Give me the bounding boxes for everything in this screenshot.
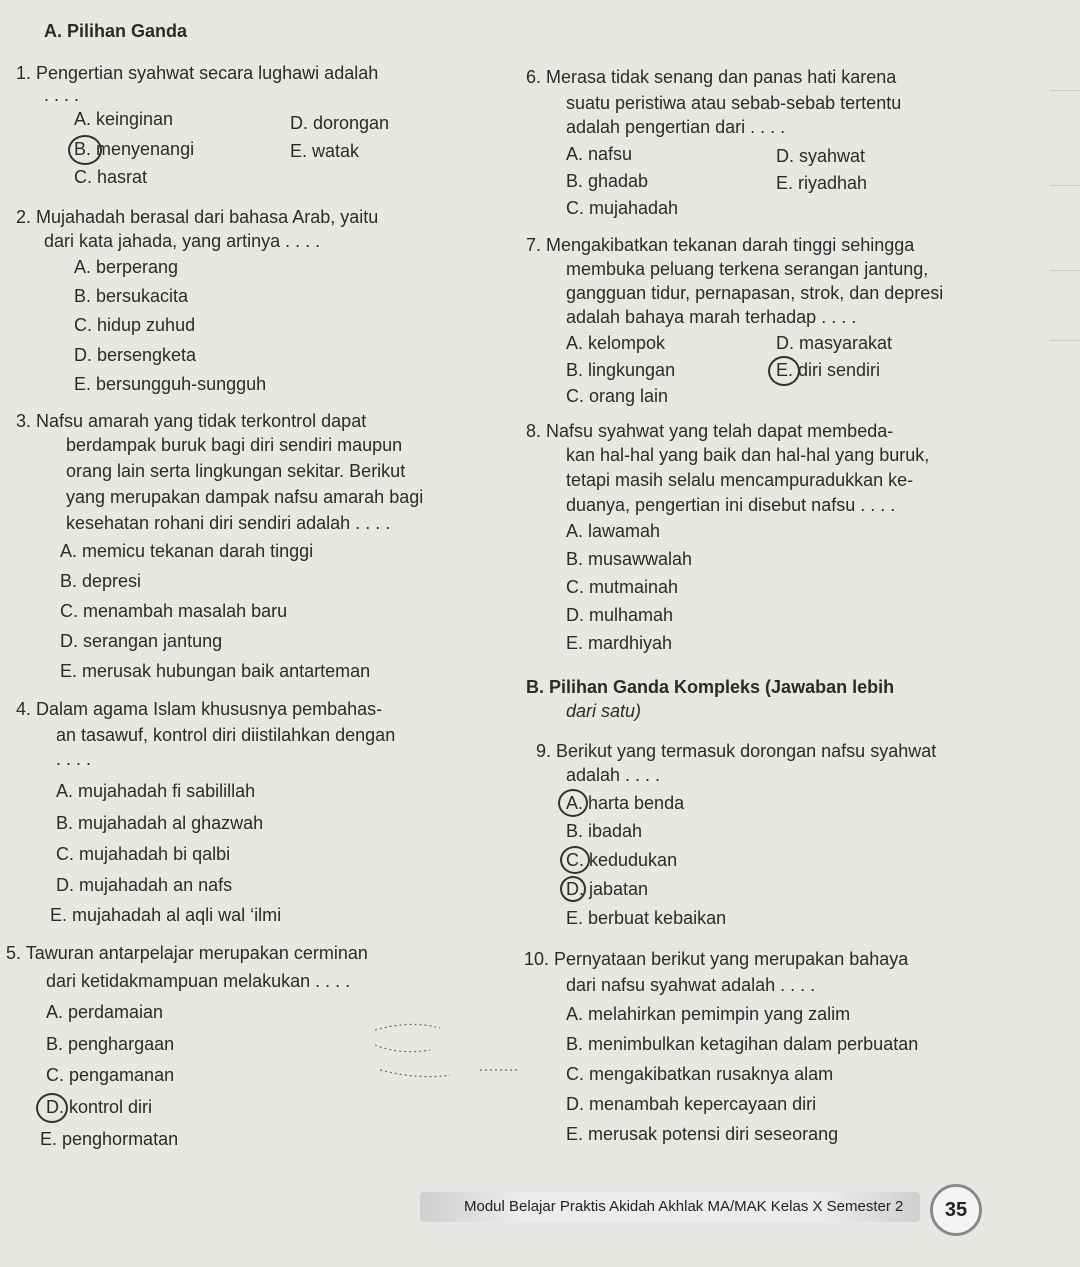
answer-circle-mark <box>560 876 586 902</box>
q10-option-a[interactable]: A. melahirkan pemimpin yang zalim <box>566 1004 851 1024</box>
q3-option-d[interactable]: D. serangan jantung <box>60 631 223 651</box>
q3-option-b[interactable]: B. depresi <box>60 571 142 591</box>
q8-stem-line1: 8. Nafsu syahwat yang telah dapat membeda- <box>526 421 894 441</box>
q9-option-c[interactable]: C. kedudukan <box>566 850 678 870</box>
q9-option-d[interactable]: D. jabatan <box>566 879 649 899</box>
q7-stem-line3: gangguan tidur, pernapasan, strok, dan depresi <box>566 283 944 303</box>
q5-option-e[interactable]: E. penghormatan <box>40 1129 179 1149</box>
q5-option-b[interactable]: B. penghargaan <box>46 1034 175 1054</box>
section-a-heading: A. Pilihan Ganda <box>44 21 188 41</box>
q5-option-c[interactable]: C. pengamanan <box>46 1065 175 1085</box>
q4-stem-line3: . . . . <box>56 749 92 769</box>
pencil-scribble <box>370 1020 530 1090</box>
answer-circle-mark <box>768 356 800 386</box>
q2-stem-line1: 2. Mujahadah berasal dari bahasa Arab, yaitu <box>16 207 379 227</box>
answer-circle-mark <box>558 789 588 817</box>
q4-option-a[interactable]: A. mujahadah fi sabilillah <box>56 781 256 801</box>
q2-option-d[interactable]: D. bersengketa <box>74 345 197 365</box>
q3-option-e[interactable]: E. merusak hubungan baik antarteman <box>60 661 371 681</box>
margin-rule <box>1050 90 1080 91</box>
answer-circle-mark <box>560 846 590 874</box>
q1-option-d[interactable]: D. dorongan <box>290 113 390 133</box>
q7-option-e[interactable]: E. diri sendiri <box>776 360 881 380</box>
q5-stem-line2: dari ketidakmampuan melakukan . . . . <box>46 971 351 991</box>
q10-option-c[interactable]: C. mengakibatkan rusaknya alam <box>566 1064 834 1084</box>
q9-option-b[interactable]: B. ibadah <box>566 821 643 841</box>
q7-option-b[interactable]: B. lingkungan <box>566 360 676 380</box>
page-footer <box>420 1188 980 1228</box>
q8-stem-line2: kan hal-hal yang baik dan hal-hal yang buruk, <box>566 445 930 465</box>
q4-option-b[interactable]: B. mujahadah al ghazwah <box>56 813 264 833</box>
q3-option-a[interactable]: A. memicu tekanan darah tinggi <box>60 541 314 561</box>
q5-option-a[interactable]: A. perdamaian <box>46 1002 164 1022</box>
q7-stem-line1: 7. Mengakibatkan tekanan darah tinggi sehingga <box>526 235 915 255</box>
q8-stem-line3: tetapi masih selalu mencampuradukkan ke- <box>566 470 914 490</box>
q5-option-d[interactable]: D. kontrol diri <box>46 1097 153 1117</box>
q2-option-a[interactable]: A. berperang <box>74 257 179 277</box>
q1-option-e[interactable]: E. watak <box>290 141 360 161</box>
q1-option-a[interactable]: A. keinginan <box>74 109 174 129</box>
q4-stem-line2: an tasawuf, kontrol diri diistilahkan dengan <box>56 725 396 745</box>
q6-option-c[interactable]: C. mujahadah <box>566 198 679 218</box>
q9-option-e[interactable]: E. berbuat kebaikan <box>566 908 727 928</box>
margin-rule <box>1050 270 1080 271</box>
q6-option-a[interactable]: A. nafsu <box>566 144 633 164</box>
answer-circle-mark <box>68 135 102 165</box>
q7-option-c[interactable]: C. orang lain <box>566 386 669 406</box>
q9-stem-line1: 9. Berikut yang termasuk dorongan nafsu syahwat <box>536 741 937 761</box>
q4-option-c[interactable]: C. mujahadah bi qalbi <box>56 844 231 864</box>
q10-option-d[interactable]: D. menambah kepercayaan diri <box>566 1094 817 1114</box>
q10-option-e[interactable]: E. merusak potensi diri seseorang <box>566 1124 839 1144</box>
q6-stem-line3: adalah pengertian dari . . . . <box>566 117 786 137</box>
q8-stem-line4: duanya, pengertian ini disebut nafsu . . . . <box>566 495 896 515</box>
q8-option-e[interactable]: E. mardhiyah <box>566 633 673 653</box>
answer-circle-mark <box>36 1093 68 1123</box>
q10-stem-line1: 10. Pernyataan berikut yang merupakan bahaya <box>524 949 909 969</box>
section-b-heading: B. Pilihan Ganda Kompleks (Jawaban lebih <box>526 677 895 697</box>
q4-stem-line1: 4. Dalam agama Islam khususnya pembahas- <box>16 699 383 719</box>
q3-stem-line4: yang merupakan dampak nafsu amarah bagi <box>66 487 424 507</box>
q8-option-b[interactable]: B. musawwalah <box>566 549 693 569</box>
q7-stem-line2: membuka peluang terkena serangan jantung, <box>566 259 929 279</box>
q3-stem-line2: berdampak buruk bagi diri sendiri maupun <box>66 435 403 455</box>
q3-stem-line5: kesehatan rohani diri sendiri adalah . . . . <box>66 513 391 533</box>
q7-stem-line4: adalah bahaya marah terhadap . . . . <box>566 307 857 327</box>
q10-stem-line2: dari nafsu syahwat adalah . . . . <box>566 975 816 995</box>
footer-title: Modul Belajar Praktis Akidah Akhlak MA/MAK Kelas X Semester 2 <box>464 1198 904 1215</box>
q8-option-a[interactable]: A. lawamah <box>566 521 661 541</box>
q8-option-c[interactable]: C. mutmainah <box>566 577 679 597</box>
q6-stem-line1: 6. Merasa tidak senang dan panas hati karena <box>526 67 897 87</box>
q6-option-d[interactable]: D. syahwat <box>776 146 866 166</box>
q8-option-d[interactable]: D. mulhamah <box>566 605 674 625</box>
q6-option-e[interactable]: E. riyadhah <box>776 173 868 193</box>
q6-stem-line2: suatu peristiwa atau sebab-sebab tertentu <box>566 93 902 113</box>
q1-stem-line1: 1. Pengertian syahwat secara lughawi adalah <box>16 63 379 83</box>
q7-option-d[interactable]: D. masyarakat <box>776 333 893 353</box>
q9-option-a[interactable]: A. harta benda <box>566 793 685 813</box>
section-b-heading-line2: dari satu) <box>566 701 642 721</box>
q3-stem-line3: orang lain serta lingkungan sekitar. Berikut <box>66 461 406 481</box>
q10-option-b[interactable]: B. menimbulkan ketagihan dalam perbuatan <box>566 1034 919 1054</box>
q4-option-d[interactable]: D. mujahadah an nafs <box>56 875 233 895</box>
page-number: 35 <box>930 1184 982 1236</box>
margin-rule <box>1050 340 1080 341</box>
q1-option-c[interactable]: C. hasrat <box>74 167 148 187</box>
q7-option-a[interactable]: A. kelompok <box>566 333 666 353</box>
q5-stem-line1: 5. Tawuran antarpelajar merupakan cerminan <box>6 943 368 963</box>
q1-option-b[interactable]: B. menyenangi <box>74 139 195 159</box>
q9-stem-line2: adalah . . . . <box>566 765 661 785</box>
q2-option-c[interactable]: C. hidup zuhud <box>74 315 196 335</box>
q6-option-b[interactable]: B. ghadab <box>566 171 649 191</box>
q2-option-e[interactable]: E. bersungguh-sungguh <box>74 374 267 394</box>
q3-stem-line1: 3. Nafsu amarah yang tidak terkontrol dapat <box>16 411 367 431</box>
margin-rule <box>1050 185 1080 186</box>
q1-stem-line2: . . . . <box>44 85 80 105</box>
q2-stem-line2: dari kata jahada, yang artinya . . . . <box>44 231 321 251</box>
q3-option-c[interactable]: C. menambah masalah baru <box>60 601 288 621</box>
q2-option-b[interactable]: B. bersukacita <box>74 286 189 306</box>
q4-option-e[interactable]: E. mujahadah al aqli wal ‘ilmi <box>50 905 282 925</box>
